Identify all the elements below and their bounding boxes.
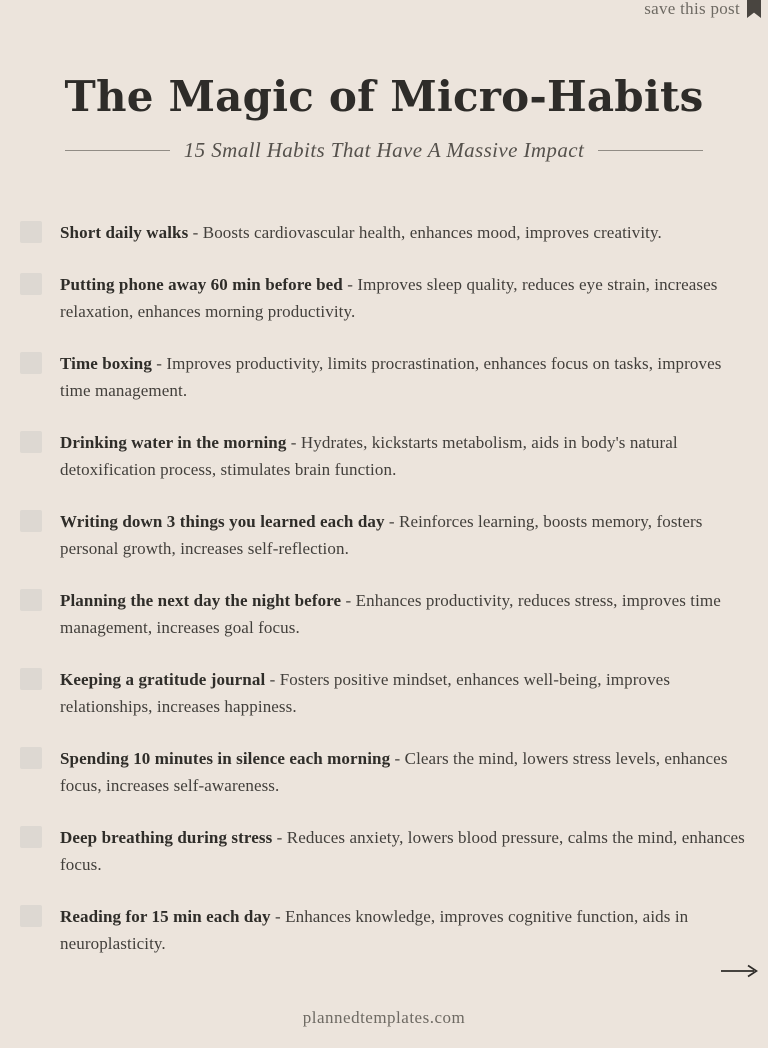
list-item bbox=[20, 824, 746, 878]
subtitle-rule-right bbox=[598, 150, 703, 151]
list-item bbox=[20, 271, 746, 325]
habit-description: Hydrates, kickstarts metabolism, aids in body's natural detoxification process, stimulates brain function. bbox=[60, 433, 678, 479]
habit-separator: - bbox=[342, 275, 358, 294]
habit-checkbox[interactable] bbox=[20, 905, 42, 927]
habit-name: Planning the next day the night before bbox=[60, 591, 342, 610]
habit-name: Spending 10 minutes in silence each morning bbox=[60, 749, 391, 768]
habit-name: Short daily walks bbox=[60, 223, 189, 242]
habit-name: Time boxing bbox=[60, 354, 152, 373]
habit-separator: - bbox=[286, 433, 301, 452]
save-post-button[interactable]: save this post bbox=[644, 0, 740, 18]
habit-checkbox[interactable] bbox=[20, 668, 42, 690]
habit-name: Keeping a gratitude journal bbox=[60, 670, 266, 689]
habit-checkbox[interactable] bbox=[20, 747, 42, 769]
habit-description: Boosts cardiovascular health, enhances mood, improves creativity. bbox=[202, 223, 662, 242]
habit-text bbox=[60, 508, 746, 562]
next-page-arrow-icon[interactable] bbox=[720, 964, 758, 978]
habit-separator: - bbox=[384, 512, 400, 531]
habit-name: Reading for 15 min each day bbox=[60, 907, 271, 926]
habit-separator: - bbox=[151, 354, 167, 373]
habit-checkbox[interactable] bbox=[20, 273, 42, 295]
footer-site-url: plannedtemplates.com bbox=[302, 1008, 466, 1027]
habit-separator: - bbox=[188, 223, 203, 242]
habit-description: Enhances productivity, reduces stress, improves time management, increases goal focus. bbox=[60, 591, 721, 637]
habit-separator: - bbox=[272, 828, 287, 847]
habit-separator: - bbox=[390, 749, 405, 768]
habit-checkbox[interactable] bbox=[20, 510, 42, 532]
habit-text bbox=[60, 666, 746, 720]
habit-text bbox=[60, 824, 746, 878]
bookmark-icon[interactable] bbox=[747, 0, 761, 18]
habit-description: Clears the mind, lowers stress levels, enhances focus, increases self-awareness. bbox=[60, 749, 728, 795]
subtitle-row bbox=[0, 138, 768, 163]
habit-text bbox=[60, 219, 662, 246]
list-item bbox=[20, 219, 746, 246]
habit-text bbox=[60, 271, 746, 325]
habit-separator: - bbox=[265, 670, 280, 689]
habit-description: Reduces anxiety, lowers blood pressure, calms the mind, enhances focus. bbox=[60, 828, 745, 874]
list-item bbox=[20, 508, 746, 562]
habit-name: Deep breathing during stress bbox=[60, 828, 273, 847]
habit-checkbox[interactable] bbox=[20, 431, 42, 453]
page-subtitle: 15 Small Habits That Have A Massive Impact bbox=[183, 138, 585, 162]
list-item bbox=[20, 429, 746, 483]
list-item bbox=[20, 587, 746, 641]
habit-checkbox[interactable] bbox=[20, 826, 42, 848]
habit-description: Improves productivity, limits procrastination, enhances focus on tasks, improves time management. bbox=[60, 354, 722, 400]
habit-description: Improves sleep quality, reduces eye strain, increases relaxation, enhances morning productivity. bbox=[60, 275, 718, 321]
habit-description: Fosters positive mindset, enhances well-being, improves relationships, increases happiness. bbox=[60, 670, 671, 716]
habit-text bbox=[60, 903, 746, 957]
habit-description: Reinforces learning, boosts memory, fosters personal growth, increases self-reflection. bbox=[60, 512, 703, 558]
habit-text bbox=[60, 745, 746, 799]
habit-text bbox=[60, 429, 746, 483]
habit-name: Writing down 3 things you learned each day bbox=[60, 512, 385, 531]
habit-separator: - bbox=[341, 591, 356, 610]
habit-name: Drinking water in the morning bbox=[60, 433, 287, 452]
habit-name: Putting phone away 60 min before bed bbox=[60, 275, 343, 294]
list-item bbox=[20, 903, 746, 957]
habit-description: Enhances knowledge, improves cognitive function, aids in neuroplasticity. bbox=[60, 907, 689, 953]
habit-checkbox[interactable] bbox=[20, 221, 42, 243]
habit-text bbox=[60, 350, 746, 404]
habit-checkbox[interactable] bbox=[20, 352, 42, 374]
list-item bbox=[20, 666, 746, 720]
habits-list bbox=[20, 219, 746, 957]
page-title: The Magic of Micro-Habits bbox=[64, 72, 704, 121]
habit-checkbox[interactable] bbox=[20, 589, 42, 611]
subtitle-rule-left bbox=[65, 150, 170, 151]
habit-separator: - bbox=[270, 907, 286, 926]
list-item bbox=[20, 350, 746, 404]
list-item bbox=[20, 745, 746, 799]
habit-text bbox=[60, 587, 746, 641]
